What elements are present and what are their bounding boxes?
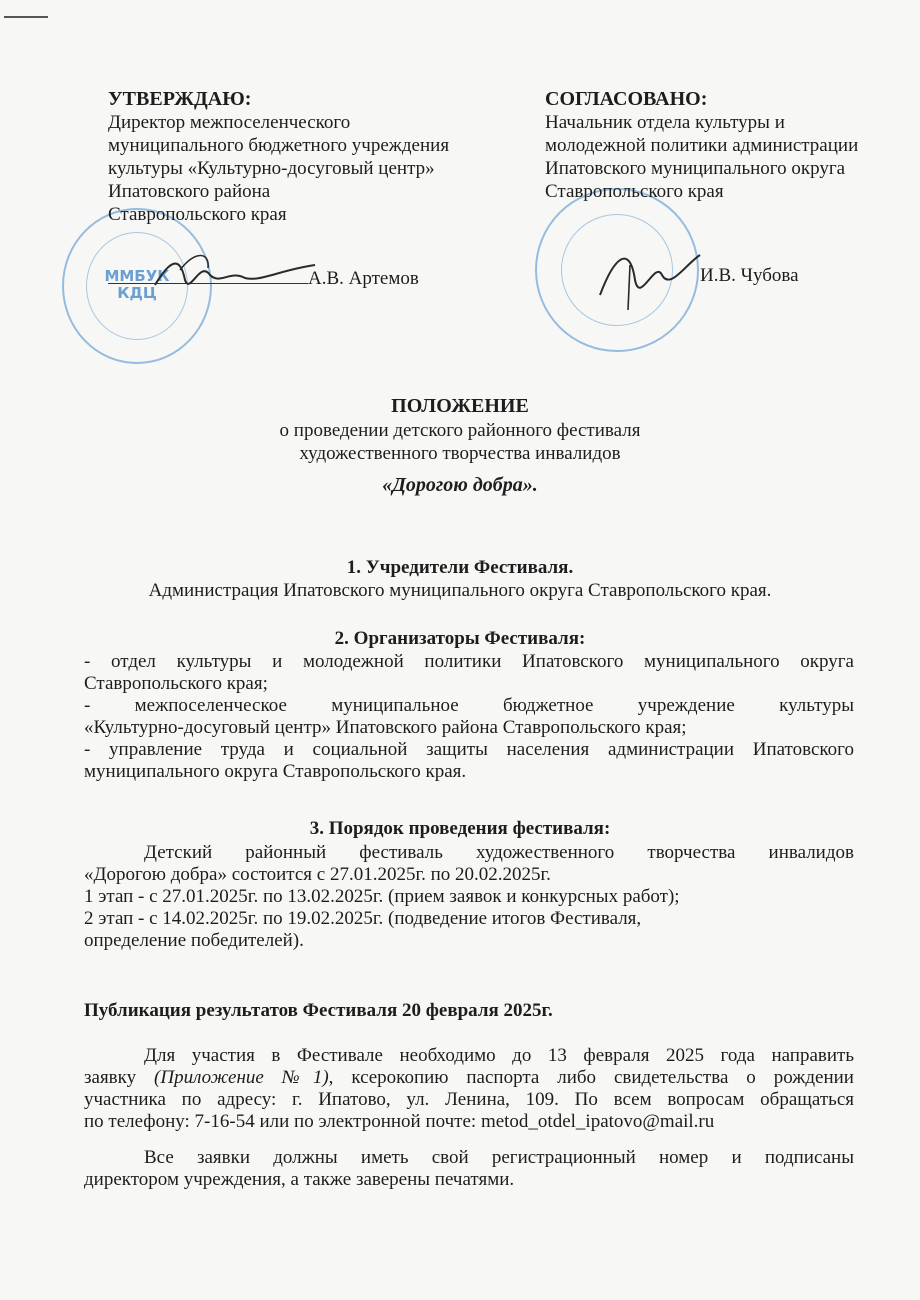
agree-line: Ипатовского муниципального округа [545,158,846,179]
left-stamp-text: ММБУК КДЦ [104,267,170,302]
agree-line: Начальник отдела культуры и [545,112,785,133]
section-2-body [84,651,854,783]
section-1-text: Администрация Ипатовского муниципального округа Ставропольского края. [148,580,772,601]
doc-subtitle-line: о проведении детского районного фестиваля [279,420,641,441]
approve-line: Ставропольского края [108,204,287,225]
agree-signer: И.В. Чубова [700,265,799,286]
participation-line [84,1067,854,1089]
requirements-line: Все заявки должны иметь свой регистрационный номер и подписаны [144,1147,854,1168]
section-3-line: 1 этап - с 27.01.2025г. по 13.02.2025г. (прием заявок и конкурсных работ); [84,886,680,907]
festival-name: «Дорогою добра». [382,474,538,496]
participation-text: заявку [84,1067,155,1088]
requirements-paragraph [84,1147,854,1191]
doc-subtitle-line: художественного творчества инвалидов [299,443,621,464]
agree-line: Ставропольского края [545,181,724,202]
approve-signer: А.В. Артемов [308,268,419,289]
participation-paragraph [84,1045,854,1133]
section-2-line: муниципального округа Ставропольского края. [84,761,467,782]
agree-handwritten-signature [590,235,710,315]
agree-signature-row [700,265,799,287]
approve-handwritten-signature [150,240,320,300]
doc-title: ПОЛОЖЕНИЕ [391,395,529,417]
participation-line: участника по адресу: г. Ипатово, ул. Ленина, 109. По всем вопросам обращаться [84,1089,854,1110]
participation-line: Для участия в Фестивале необходимо до 13 февраля 2025 года направить [144,1045,854,1066]
agree-heading: СОГЛАСОВАНО: [545,88,708,110]
section-1-heading: 1. Учредители Фестиваля. [346,557,574,578]
agree-block [545,88,915,203]
section-2-line: - отдел культуры и молодежной политики Ипатовского муниципального округа [84,651,854,672]
section-3-line: «Дорогою добра» состоится с 27.01.2025г. по 20.02.2025г. [84,864,551,885]
participation-text: , ксерокопию паспорта либо свидетельства о рождении [328,1067,854,1088]
scan-mark [4,16,48,18]
section-2-line: - управление труда и социальной защиты населения администрации Ипатовского [84,739,854,760]
appendix-ref: (Приложение №1) [154,1067,329,1088]
section-3-body [84,842,854,952]
approve-heading: УТВЕРЖДАЮ: [108,88,252,110]
approve-block [108,88,528,226]
requirements-line: директором учреждения, а также заверены печатями. [84,1169,515,1190]
section-3-line: 2 этап - с 14.02.2025г. по 19.02.2025г. (подведение итогов Фестиваля, [84,908,642,929]
participation-line: по телефону: 7-16-54 или по электронной почте: metod_otdel_ipatovo@mail.ru [84,1111,715,1132]
publication-date: Публикация результатов Фестиваля 20 февраля 2025г. [84,1000,553,1021]
agree-line: молодежной политики администрации [545,135,859,156]
section-2-line: Ставропольского края; [84,673,268,694]
section-2-heading: 2. Организаторы Фестиваля: [334,628,586,649]
section-3-line: Детский районный фестиваль художественного творчества инвалидов [144,842,854,863]
approve-line: Директор межпоселенческого [108,112,351,133]
approve-line: муниципального бюджетного учреждения [108,135,450,156]
section-3-heading: 3. Порядок проведения фестиваля: [309,818,611,839]
section-2-line: «Культурно-досуговый центр» Ипатовского района Ставропольского края; [84,717,687,738]
approve-line: Ипатовского района [108,181,271,202]
approve-line: культуры «Культурно-досуговый центр» [108,158,435,179]
section-3-line: определение победителей). [84,930,304,951]
section-2-line: - межпоселенческое муниципальное бюджетное учреждение культуры [84,695,854,716]
